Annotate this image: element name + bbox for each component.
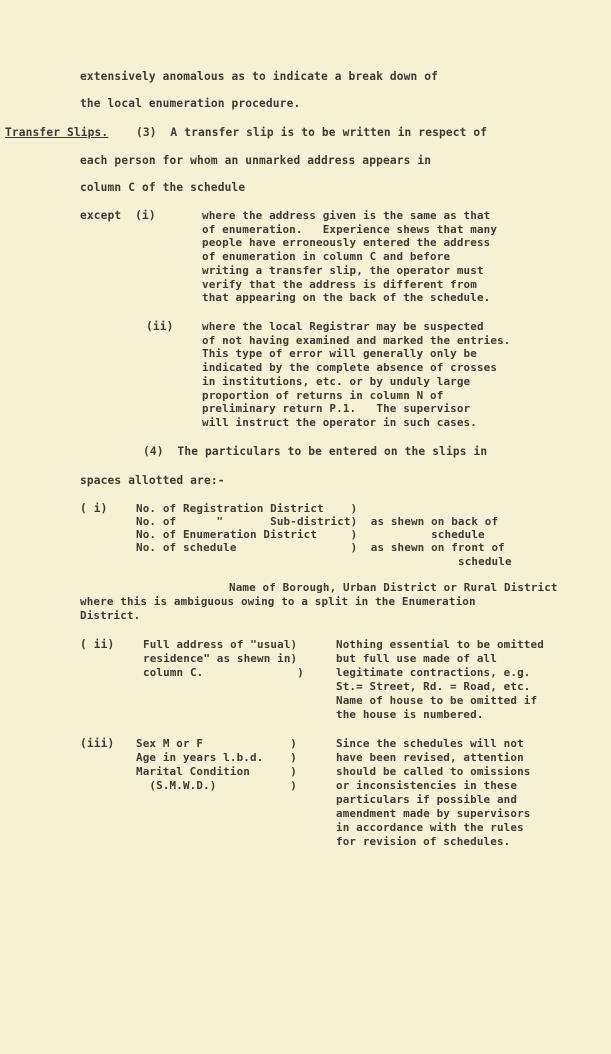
text-line: people have erroneously entered the address xyxy=(202,236,491,249)
text-line: preliminary return P.1. The supervisor xyxy=(202,402,471,415)
text-line: the local enumeration procedure. xyxy=(80,97,301,110)
text-line: Sex M or F ) xyxy=(136,737,297,750)
text-line: each person for whom an unmarked address appears in xyxy=(80,154,432,167)
section-heading: Transfer Slips. xyxy=(5,126,109,139)
text-line: No. of Enumeration District ) schedule xyxy=(136,528,485,541)
text-line: where the local Registrar may be suspected xyxy=(202,320,484,333)
item-label: (ii) xyxy=(146,320,174,333)
text-line: for revision of schedules. xyxy=(336,835,511,848)
text-line: of not having examined and marked the entries. xyxy=(202,334,511,347)
text-line: of enumeration. Experience shews that many xyxy=(202,223,498,236)
text-line: or inconsistencies in these xyxy=(336,779,518,792)
text-line: have been revised, attention xyxy=(336,751,524,764)
text-line: in accordance with the rules xyxy=(336,821,524,834)
text-line: Marital Condition ) xyxy=(136,765,297,778)
text-line: spaces allotted are:- xyxy=(80,474,225,487)
text-line: proportion of returns in column N of xyxy=(202,389,444,402)
text-line: in institutions, etc. or by unduly large xyxy=(202,375,471,388)
text-line: No. of Registration District ) xyxy=(136,502,358,515)
text-line: This type of error will generally only be xyxy=(202,347,477,360)
text-line: will instruct the operator in such cases. xyxy=(202,416,477,429)
text-line: the house is numbered. xyxy=(336,708,484,721)
text-line: Full address of "usual) xyxy=(143,638,298,651)
text-line: column C of the schedule xyxy=(80,181,246,194)
text-line: column C. ) xyxy=(143,666,304,679)
text-line: where this is ambiguous owing to a split in the Enumeration xyxy=(80,595,476,608)
text-line: (4) The particulars to be entered on the slips in xyxy=(143,445,488,458)
item-label: except (i) xyxy=(80,209,156,222)
text-line: No. of schedule ) as shewn on front of xyxy=(136,541,505,554)
item-label: ( ii) xyxy=(80,638,115,651)
text-line: writing a transfer slip, the operator must xyxy=(202,264,484,277)
text-line: No. of " Sub-district) as shewn on back of xyxy=(136,515,499,528)
text-line: Name of house to be omitted if xyxy=(336,694,538,707)
text-line: but full use made of all xyxy=(336,652,497,665)
text-line: amendment made by supervisors xyxy=(336,807,531,820)
text-line: St.= Street, Rd. = Road, etc. xyxy=(336,680,531,693)
text-line: indicated by the complete absence of crosses xyxy=(202,361,498,374)
item-label: (iii) xyxy=(80,737,115,750)
text-line: District. xyxy=(80,609,141,622)
text-line: Name of Borough, Urban District or Rural District xyxy=(229,581,558,594)
item-label: ( i) xyxy=(80,502,108,515)
text-line: (3) A transfer slip is to be written in respect of xyxy=(136,126,488,139)
text-line: residence" as shewn in) xyxy=(143,652,298,665)
text-line: that appearing on the back of the schedule. xyxy=(202,291,491,304)
text-line: verify that the address is different from xyxy=(202,278,477,291)
text-line: particulars if possible and xyxy=(336,793,518,806)
text-line: Nothing essential to be omitted xyxy=(336,638,544,651)
text-line: extensively anomalous as to indicate a break down of xyxy=(80,70,439,83)
text-line: where the address given is the same as that xyxy=(202,209,491,222)
text-line: Since the schedules will not xyxy=(336,737,524,750)
text-line: Age in years l.b.d. ) xyxy=(136,751,297,764)
text-line: should be called to omissions xyxy=(336,765,531,778)
text-line: of enumeration in column C and before xyxy=(202,250,451,263)
text-line: (S.M.W.D.) ) xyxy=(136,779,297,792)
text-line: schedule xyxy=(458,555,512,568)
text-line: legitimate contractions, e.g. xyxy=(336,666,531,679)
